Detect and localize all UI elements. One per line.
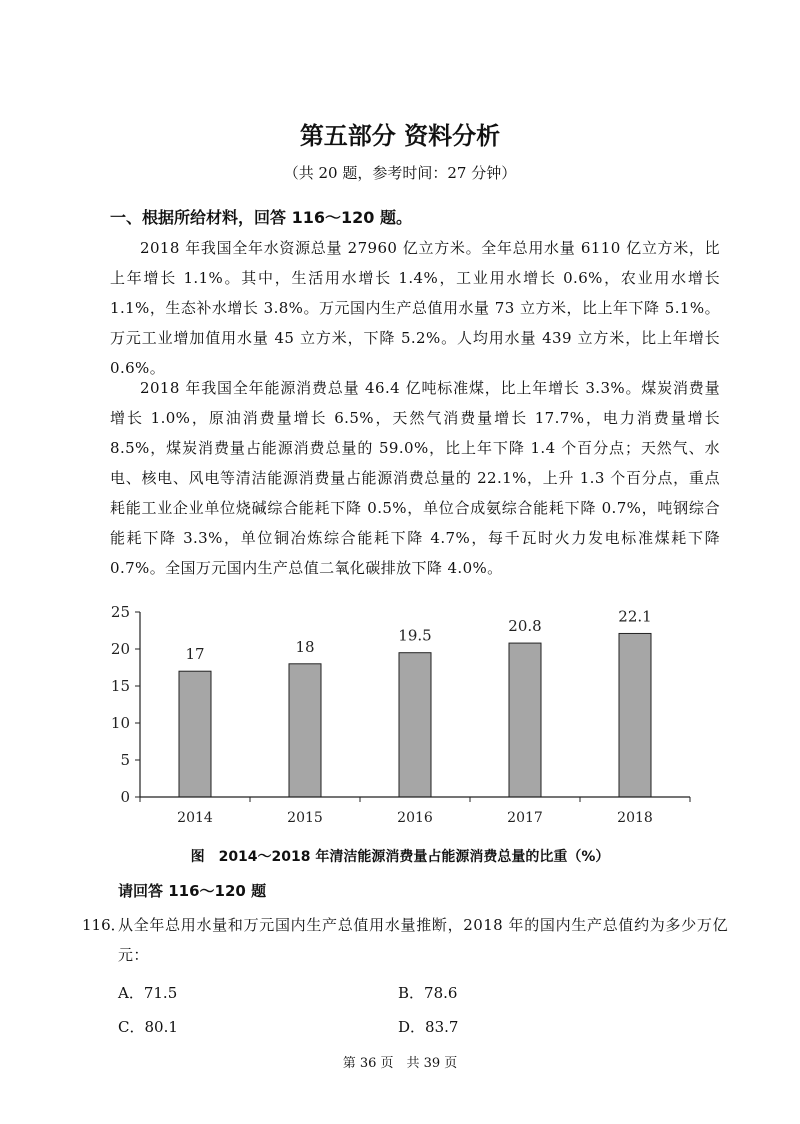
- y-tick-label: 5: [120, 751, 130, 769]
- x-tick-label: 2018: [617, 810, 653, 826]
- y-tick-label: 20: [110, 640, 130, 658]
- section-heading: 一、根据所给材料，回答 116～120 题。: [110, 208, 412, 227]
- bar-value-label: 17: [185, 645, 205, 664]
- page-footer: 第 36 页 共 39 页: [342, 1056, 458, 1071]
- bar-2014: [179, 671, 211, 797]
- x-tick-label: 2014: [177, 810, 213, 826]
- y-tick-label: 25: [110, 603, 130, 621]
- x-tick-label: 2017: [507, 810, 543, 826]
- question-number: 116．: [82, 916, 126, 934]
- option-d[interactable]: D．83.7: [398, 1018, 459, 1036]
- option-a[interactable]: A．71.5: [118, 984, 178, 1002]
- option-b[interactable]: B．78.6: [398, 984, 458, 1002]
- question-instruction: 请回答 116～120 题: [118, 882, 267, 900]
- bar-chart: [100, 598, 700, 838]
- bar-2017: [509, 643, 541, 797]
- bar-value-label: 18: [295, 637, 315, 656]
- x-tick-label: 2016: [397, 810, 433, 826]
- option-c[interactable]: C．80.1: [118, 1018, 178, 1036]
- bar-value-label: 19.5: [398, 626, 432, 645]
- y-tick-label: 15: [110, 677, 130, 695]
- y-tick-label: 10: [110, 714, 130, 732]
- bar-2015: [289, 664, 321, 797]
- bar-2018: [619, 633, 651, 797]
- bar-value-label: 22.1: [618, 607, 652, 626]
- question-stem: 从全年总用水量和万元国内生产总值用水量推断，2018 年的国内生产总值约为多少万亿元：: [118, 916, 728, 964]
- bar-2016: [399, 653, 431, 797]
- section-subtitle: （共 20 题，参考时间：27 分钟）: [283, 164, 517, 182]
- x-tick-label: 2015: [287, 810, 323, 826]
- y-tick-label: 0: [120, 788, 130, 806]
- material-paragraph-water: 2018 年我国全年水资源总量 27960 亿立方米。全年总用水量 6110 亿立方米，比上年增长 1.1%。其中，生活用水增长 1.4%，工业用水增长 0.6%，农业用水增长 1.1%，生态补水增长 3.8%。万元国内生产总值用水量 73 立方米，比上年下降 5.1%。万元工业增加值用水量 45 立方米，下降 5.2%。人均用水量 439 立方米，比上年增长 0.6%。: [110, 239, 720, 377]
- page-title: 第五部分 资料分析: [299, 122, 501, 150]
- bar-value-label: 20.8: [508, 617, 542, 636]
- material-paragraph-energy: 2018 年我国全年能源消费总量 46.4 亿吨标准煤，比上年增长 3.3%。煤炭消费量增长 1.0%，原油消费量增长 6.5%，天然气消费量增长 17.7%，电力消费量增长 8.5%，煤炭消费量占能源消费总量的 59.0%，比上年下降 1.4 个百分点；天然气、水电、核电、风电等清洁能源消费量占能源消费总量的 22.1%，上升 1.3 个百分点，重点耗能工业企业单位烧碱综合能耗下降 0.5%，单位合成氨综合能耗下降 0.7%，吨钢综合能耗下降 3.3%，单位铜冶炼综合能耗下降 4.7%，每千瓦时火力发电标准煤耗下降 0.7%。全国万元国内生产总值二氧化碳排放下降 4.0%。: [110, 379, 720, 577]
- chart-caption: 图 2014～2018 年清洁能源消费量占能源消费总量的比重（%）: [190, 849, 610, 865]
